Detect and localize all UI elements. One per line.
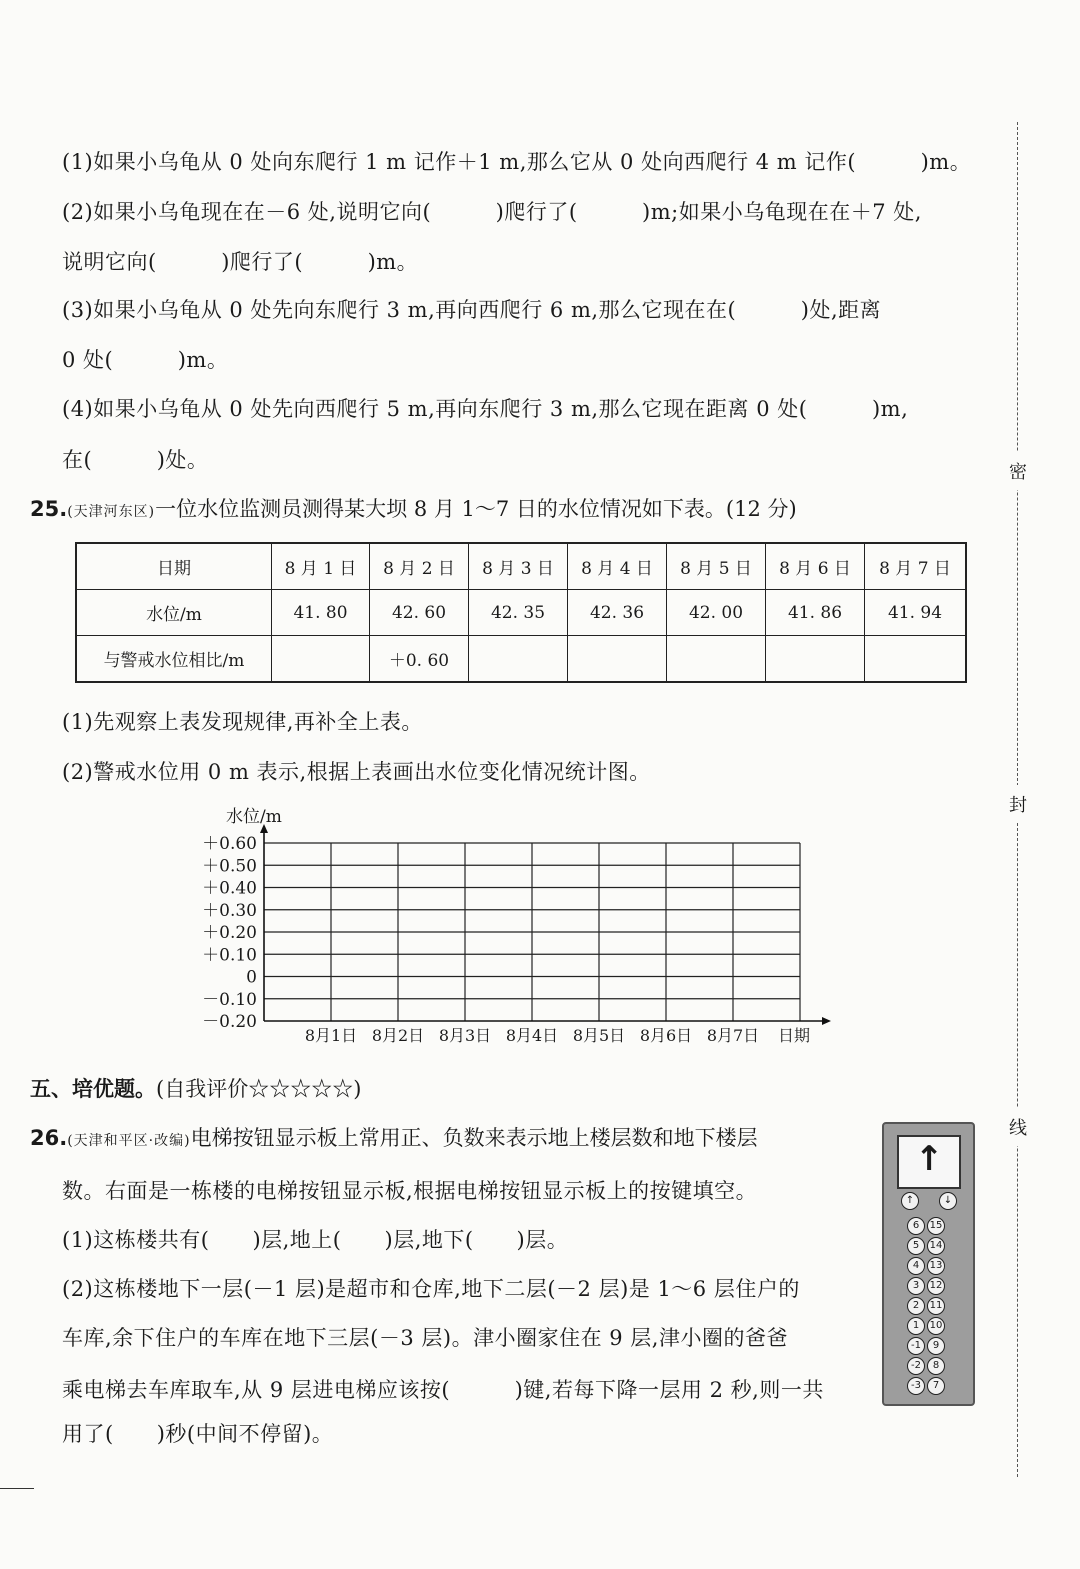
table-cell: 41. 94 bbox=[865, 590, 967, 636]
q26-sub2-line1: (2)这栋楼地下一层(－1 层)是超市和仓库,地下二层(－2 层)是 1～6 层住户的 bbox=[62, 1277, 800, 1301]
x-tick-label: 8月3日 bbox=[438, 1026, 492, 1045]
q26-text-line1: 电梯按钮显示板上常用正、负数来表示地上楼层数和地下楼层 bbox=[190, 1126, 758, 1150]
y-tick-label: ＋0.50 bbox=[202, 856, 257, 877]
section5-title: 五、培优题。 bbox=[30, 1077, 156, 1101]
q26-sub2-line2: 车库,余下住户的车库在地下三层(－3 层)。津小圈家住在 9 层,津小圈的爸爸 bbox=[62, 1326, 788, 1350]
table-cell-blank[interactable] bbox=[568, 636, 667, 683]
q25-source: (天津河东区) bbox=[67, 504, 156, 520]
table-cell: 42. 00 bbox=[667, 590, 766, 636]
table-row-water-level bbox=[76, 590, 966, 636]
section5-heading bbox=[30, 1073, 361, 1103]
y-tick-label: －0.20 bbox=[202, 1012, 257, 1032]
elevator-button-panel bbox=[882, 1122, 975, 1406]
table-cell: 42. 36 bbox=[568, 590, 667, 636]
x-tick-label: 8月7日 bbox=[706, 1026, 760, 1045]
x-axis-label: 日期 bbox=[778, 1026, 811, 1045]
x-tick-label: 8月4日 bbox=[505, 1026, 559, 1045]
q24-part2-line2: 说明它向( )爬行了( )m。 bbox=[62, 250, 419, 274]
q26-text-line2: 数。右面是一栋楼的电梯按钮显示板,根据电梯按钮显示板上的按键填空。 bbox=[62, 1179, 758, 1203]
table-cell: 8 月 6 日 bbox=[766, 543, 865, 590]
floor-button[interactable]: -3 bbox=[907, 1377, 925, 1395]
down-arrow-icon[interactable]: ↓ bbox=[939, 1192, 957, 1210]
up-arrow-icon: ↑ bbox=[914, 1139, 944, 1179]
y-tick-label: －0.10 bbox=[202, 989, 257, 1010]
table-cell: ＋0. 60 bbox=[370, 636, 469, 683]
q25-sub1: (1)先观察上表发现规律,再补全上表。 bbox=[62, 710, 423, 734]
table-cell: 41. 86 bbox=[766, 590, 865, 636]
q25-text: 一位水位监测员测得某大坝 8 月 1～7 日的水位情况如下表。(12 分) bbox=[155, 497, 797, 521]
table-cell-blank[interactable] bbox=[865, 636, 967, 683]
y-tick-label: ＋0.20 bbox=[202, 923, 257, 943]
water-level-table bbox=[75, 542, 967, 683]
table-cell: 8 月 3 日 bbox=[469, 543, 568, 590]
y-axis-label: 水位/m bbox=[226, 807, 282, 827]
binding-char-xian: 线 bbox=[1006, 1108, 1030, 1146]
binding-char-feng: 封 bbox=[1006, 785, 1030, 823]
table-cell: 8 月 4 日 bbox=[568, 543, 667, 590]
floor-button[interactable]: 9 bbox=[927, 1337, 945, 1355]
q24-part4-line1: (4)如果小乌龟从 0 处先向西爬行 5 m,再向东爬行 3 m,那么它现在距离 0 处( )m, bbox=[62, 397, 909, 421]
table-cell: 8 月 2 日 bbox=[370, 543, 469, 590]
y-tick-label: 0 bbox=[246, 967, 257, 988]
x-tick-label: 8月1日 bbox=[304, 1026, 358, 1045]
x-axis-arrow bbox=[822, 1017, 831, 1025]
table-cell: 41. 80 bbox=[272, 590, 370, 636]
q25-stem bbox=[30, 493, 797, 523]
x-tick-label: 8月2日 bbox=[371, 1026, 425, 1045]
floor-button[interactable]: -2 bbox=[907, 1357, 925, 1375]
floor-button[interactable]: 6 bbox=[907, 1217, 925, 1235]
y-tick-label: ＋0.10 bbox=[202, 945, 257, 966]
floor-button[interactable]: 5 bbox=[907, 1237, 925, 1255]
floor-button[interactable]: 13 bbox=[927, 1257, 945, 1275]
up-arrow-icon[interactable]: ↑ bbox=[901, 1192, 919, 1210]
q26-source: (天津和平区·改编) bbox=[67, 1133, 191, 1149]
q26-stem-line1 bbox=[30, 1122, 758, 1152]
q26-number: 26. bbox=[30, 1126, 68, 1150]
table-cell-blank[interactable] bbox=[469, 636, 568, 683]
table-cell: 8 月 5 日 bbox=[667, 543, 766, 590]
table-row-compare bbox=[76, 636, 966, 683]
table-cell: 水位/m bbox=[76, 590, 272, 636]
floor-button[interactable]: 7 bbox=[927, 1377, 945, 1395]
table-cell: 8 月 7 日 bbox=[865, 543, 967, 590]
table-cell: 42. 60 bbox=[370, 590, 469, 636]
floor-button[interactable]: 4 bbox=[907, 1257, 925, 1275]
floor-button[interactable]: 2 bbox=[907, 1297, 925, 1315]
q24-part3-line2: 0 处( )m。 bbox=[62, 348, 229, 372]
table-row-header bbox=[76, 543, 966, 590]
table-cell-blank[interactable] bbox=[766, 636, 865, 683]
q26-sub2-line3: 乘电梯去车库取车,从 9 层进电梯应该按( )键,若每下降一层用 2 秒,则一共 bbox=[62, 1378, 824, 1402]
floor-button[interactable]: 3 bbox=[907, 1277, 925, 1295]
table-cell: 与警戒水位相比/m bbox=[76, 636, 272, 683]
page-corner-mark bbox=[0, 1488, 34, 1489]
q26-sub2-line4: 用了( )秒(中间不停留)。 bbox=[62, 1422, 334, 1446]
floor-button[interactable]: 15 bbox=[927, 1217, 945, 1235]
q24-part4-line2: 在( )处。 bbox=[62, 448, 209, 472]
q24-part1: (1)如果小乌龟从 0 处向东爬行 1 m 记作＋1 m,那么它从 0 处向西爬行 4 m 记作( )m。 bbox=[62, 150, 972, 174]
floor-button[interactable]: 12 bbox=[927, 1277, 945, 1295]
floor-button[interactable]: 14 bbox=[927, 1237, 945, 1255]
section5-self-eval: (自我评价☆☆☆☆☆) bbox=[156, 1077, 362, 1101]
floor-button[interactable]: 11 bbox=[927, 1297, 945, 1315]
elevator-display bbox=[897, 1135, 961, 1189]
table-cell: 42. 35 bbox=[469, 590, 568, 636]
x-tick-label: 8月6日 bbox=[639, 1026, 693, 1045]
q26-sub1: (1)这栋楼共有( )层,地上( )层,地下( )层。 bbox=[62, 1228, 569, 1252]
q25-sub2: (2)警戒水位用 0 m 表示,根据上表画出水位变化情况统计图。 bbox=[62, 760, 651, 784]
x-tick-label: 8月5日 bbox=[572, 1026, 626, 1045]
y-tick-label: ＋0.60 bbox=[202, 834, 257, 854]
floor-button[interactable]: 1 bbox=[907, 1317, 925, 1335]
y-tick-label: ＋0.40 bbox=[202, 878, 257, 899]
table-cell-blank[interactable] bbox=[667, 636, 766, 683]
table-cell: 8 月 1 日 bbox=[272, 543, 370, 590]
binding-char-mi: 密 bbox=[1006, 452, 1030, 490]
table-cell: 日期 bbox=[76, 543, 272, 590]
floor-button[interactable]: -1 bbox=[907, 1337, 925, 1355]
table-cell-blank[interactable] bbox=[272, 636, 370, 683]
floor-button[interactable]: 8 bbox=[927, 1357, 945, 1375]
y-tick-label: ＋0.30 bbox=[202, 900, 257, 921]
q24-part2-line1: (2)如果小乌龟现在在－6 处,说明它向( )爬行了( )m;如果小乌龟现在在＋7 处, bbox=[62, 200, 922, 224]
q24-part3-line1: (3)如果小乌龟从 0 处先向东爬行 3 m,再向西爬行 6 m,那么它现在在( )处,距离 bbox=[62, 298, 882, 322]
q25-number: 25. bbox=[30, 497, 68, 521]
water-level-chart-grid bbox=[190, 800, 840, 1055]
floor-button[interactable]: 10 bbox=[927, 1317, 945, 1335]
